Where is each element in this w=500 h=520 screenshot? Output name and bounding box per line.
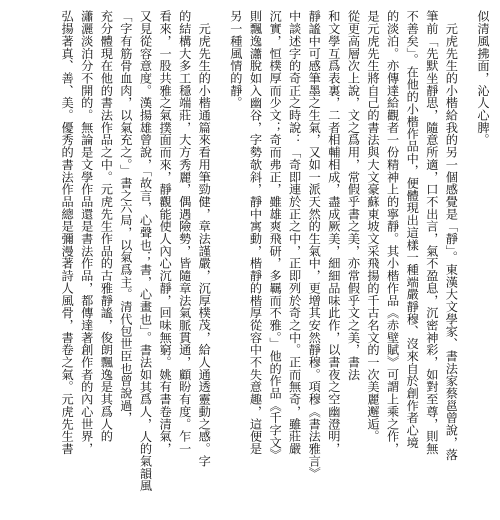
text-column: 中談述字的奇正之時說：「奇即連於正之中，正即列於奇之中。正而無奇，雖莊嚴 [287, 10, 302, 455]
text-column: 充分體現在他的書法作品之中。元虎先生作品的古雅靜謐，俊朗飄逸是其爲人的 [99, 10, 114, 443]
text-column: 靜謐中可感筆墨之生氣，又如一派天然的生氣中，更增其安然靜穆。項穆《書法雅言》 [307, 10, 322, 480]
text-column: 是元虎先生將自己的書法與大文豪蘇東坡文采飛揚的千古名文的一次美麗邂逅。 [366, 10, 381, 443]
text-column: 弘揚著真、善、美。優秀的書法作品總是彌漫著詩人風骨，書卷之氣。元虎先生書 [60, 10, 75, 455]
text-column: 沉實，恒樸厚而少文；奇而弗正，雖雄爽飛研，多羈而不雅。」他的作品《千字文》 [268, 10, 283, 461]
text-column: 從更高層次上說，文之爲用，常假乎書之美，亦常假乎文之美，書法 [346, 10, 361, 381]
text-column: 的結構大多工穩端莊，大方秀麗，偶遇險勢，皆隨章法氣脈貫通，顧盼有度。乍一 [177, 10, 192, 455]
text-column: 不善矣」。在他的小楷作品中，便體現出這樣一種端嚴靜穆、沒來自於創作者心境 [405, 10, 420, 449]
text-column: 另一種風情的靜。 [228, 10, 243, 109]
text-column: 看來，一股共雅之氣撲面而來，靜觀能使人內心沉靜，回味無窮。姚有書卷清氣， [158, 10, 173, 455]
text-column: 的淡泊。亦傳達給觀者一份精神上的寧靜。其小楷作品《赤壁賦》可謂上乘之作， [385, 10, 400, 455]
text-column: 瀟灑淡泊分不開的。無論是文學作品還是書法作品，都傳達著創作者的內心世界， [79, 10, 94, 455]
text-column: 「字有筋骨血肉，以氣充之。」書之六局，以氣爲主。清代包世臣也曾說過， [118, 10, 133, 424]
text-column: 元虎先生的小楷通篇來看用筆勁健，章法謹嚴，沉厚樸茂，給人通透靈動之感。字 [197, 10, 212, 467]
text-column: 則飄逸瀟脫如入幽谷，字勢欹斜，靜中寓動，楷靜的楷厚從容中不失意趣，這便是 [248, 10, 263, 455]
text-column: 和文學互爲表裏，二者相輔相成，盡成厥美，細細品味此作，以書夜之空幽澄明， [326, 10, 341, 455]
text-column: 又見從容意度。漢揚雄曾說，「故言，心聲也；書，心畫也」。書法如其爲人，人的氣韻風 [138, 10, 153, 492]
text-column: 元虎先生的小楷給我的另一個感覺是「靜」。東漢大文學家、書法家蔡邕曾說，落 [444, 10, 459, 461]
text-column: 似清風拂面，沁人心脾。 [476, 10, 490, 146]
text-column: 筆前「先默坐靜思，隨意所適，口不出言，氣不盈息，沉密神彩，如對至尊，則無 [424, 10, 439, 455]
